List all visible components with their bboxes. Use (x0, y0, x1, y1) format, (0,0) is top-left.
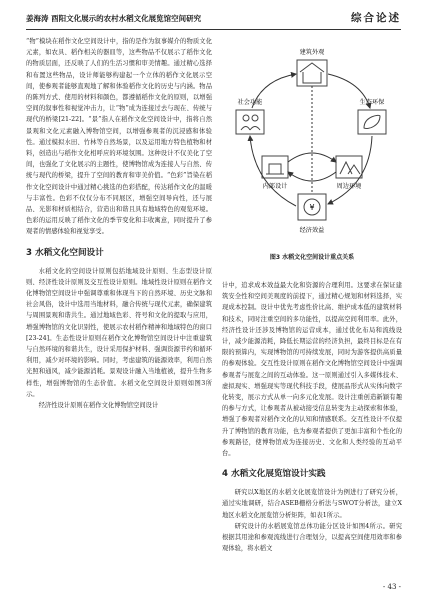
header-author-title: 姜海涛 酉阳文化展示的农村水稻文化展览馆空间研究 (26, 14, 202, 23)
right-paragraph-2: 研究以X地区的水稻文化展览馆设计为例进行了研究分析，通过实地调研，结合ASEB栅格分析法与SWOT分析法，建立X地区水稻文化展览馆分析矩阵，如表1所示。 (222, 489, 402, 519)
surrounding-env-label: 周边环境 (336, 183, 362, 190)
right-paragraph-1: 计中，追求成本效益最大化和资源的合理利用。这要求在保证建筑安全性和空间美观度的前提下，通过精心规划和材料选择，实现成本控制。设计中优先考虑性价比高、维护成本低的建筑材料和技术，同时注重空间的多功能性，以提高空间利用率。此外，经济性设计还涉及博物馆的运营成本，通过优化布局和流线设计，减少能源消耗，降低长期运营的经济负担，最终目标是在有限的预算内，实现博物馆的可持续发展，同时为游客提供高质量的参观体验。交互性设计原则在稻作文化博物馆空间设计中强调参观者与展览之间的互动体验。这一原则通过引入多媒体技术、虚拟现实、增强现实等现代科技手段，使展品形式从实体向数字化转变，展示方式从单一向多元化发展。设计注重创造新颖有趣的参与方式，让参观者从被动接受信息转变为主动探索和体验，增强了参观者对稻作文化的认知和情感联系。交互性设计不仅提升了博物馆的教育功能，也为参观者提供了更加丰富和个性化的参观路径，使博物馆成为连接历史、文化和人类经验的互动平台。 (222, 282, 402, 458)
building-exterior-label: 建筑外观 (299, 49, 325, 56)
left-paragraph-2: 水稻文化的空间设计原则包括地域设计原则、生态型设计原则、经济性设计原则及交互性设计原则。地域性设计原则在稻作文化博物馆空间设计中强调尊重和体现当下的自然环境、历史文脉和社会风俗，设计中选用当地材料，融合传统与现代元素，确保建筑与周围景观和谐共生。通过地域色彩、符号和文化的提取与应用，增强博物馆的文化识别性，使展示农村稻作精神和地域特色的窗口[23-24]。生态性设计原则在稻作文化博物馆空间设计中注重建筑与自然环境的和谐共生，设计采用保护材料、强调资源节约和循环利用，减少对环境的影响。同时，考虑建筑的能源效率，利用自然光照和通风，减少能源消耗。景观设计融入当地植被，提升生物多样性，增强博物馆的生态价值。水稻文化空间设计原则如图3所示。 (26, 267, 212, 398)
header-section: 综合论述 (351, 12, 401, 24)
surrounding-env-node (336, 156, 362, 190)
eco-friendly-node (358, 98, 386, 134)
section-4-heading: 4 水稻文化展览馆设计实践 (222, 469, 326, 480)
header-rule (26, 29, 401, 30)
interior-design-label: 内部设计 (262, 183, 288, 190)
left-paragraph-1: “物”模块在稻作文化空间设计中，指的是作为叙事媒介的物质文化元素，如农具、稻作相关的器皿等，这些物品不仅展示了稻作文化的物质层面，还反映了人们的生活习惯和审美情趣。通过精心选择和布置这些物品，设计师能够构建起一个立体的稻作文化展示空间，使参观者能够直观地了解和体验稻作文化的历史与内涵。物品的陈列方式、使用的材料和颜色，都遵循稻作文化的原则，以增强空间的叙事性和视觉冲击力，让“物”成为连接过去与现在、传统与现代的桥梁[21-22]。“景”指人在稻作文化空间设计中，指将自然景观和文化元素融入博物馆空间，以增强参观者的沉浸感和体验性。通过模拟水田、竹林等自然场景，以及运用地方特色植物和材料，创造出与稻作文化相呼应的环境氛围。这种设计不仅美化了空间，也强化了文化展示的主题性，使博物馆成为连接人与自然、传统与现代的桥梁，提升了空间的教育和审美价值。“色彩”旨染在稻作文化空间设计中通过精心挑选的色彩搭配，传达稻作文化的温暖与丰富性。色彩不仅仅分布不同展区，增强空间导向性，还与展品、光影和材质相结合，营造出和谐且具有地域特色的观览环境。色彩的运用反映了稻作文化的季节变化和丰收寓意，同时提升了参观者的情感体验和视觉享受。 (26, 38, 212, 236)
left-paragraph-3: 经济性设计原则在稻作文化博物馆空间设计 (38, 402, 159, 410)
social-function-node (236, 98, 264, 134)
figure-3-caption: 图3 水稻文化空间设计重点关系 (269, 254, 355, 261)
right-column (222, 280, 402, 554)
economic-benefit-label: 经济效益 (299, 227, 325, 234)
figure-3-diagram (222, 44, 402, 244)
running-header (26, 8, 401, 30)
economic-benefit-node (298, 194, 326, 234)
section-3-heading: 3 水稻文化空间设计 (26, 247, 104, 258)
page-number: - 43 - (382, 583, 401, 591)
right-paragraph-3: 研究设计的水稻展览馆总体功能分区设计如图4所示。研究根据其用途和参观流线进行合理划分，以提高空间使用效率和参观体验，将水稻文 (222, 522, 402, 553)
social-function-label: 社会功能 (237, 99, 263, 106)
building-exterior-node (297, 48, 327, 86)
interior-design-node (262, 156, 288, 190)
svg-text:¥: ¥ (309, 203, 315, 212)
eco-friendly-label: 生态环保 (359, 99, 385, 106)
left-column (26, 36, 212, 411)
